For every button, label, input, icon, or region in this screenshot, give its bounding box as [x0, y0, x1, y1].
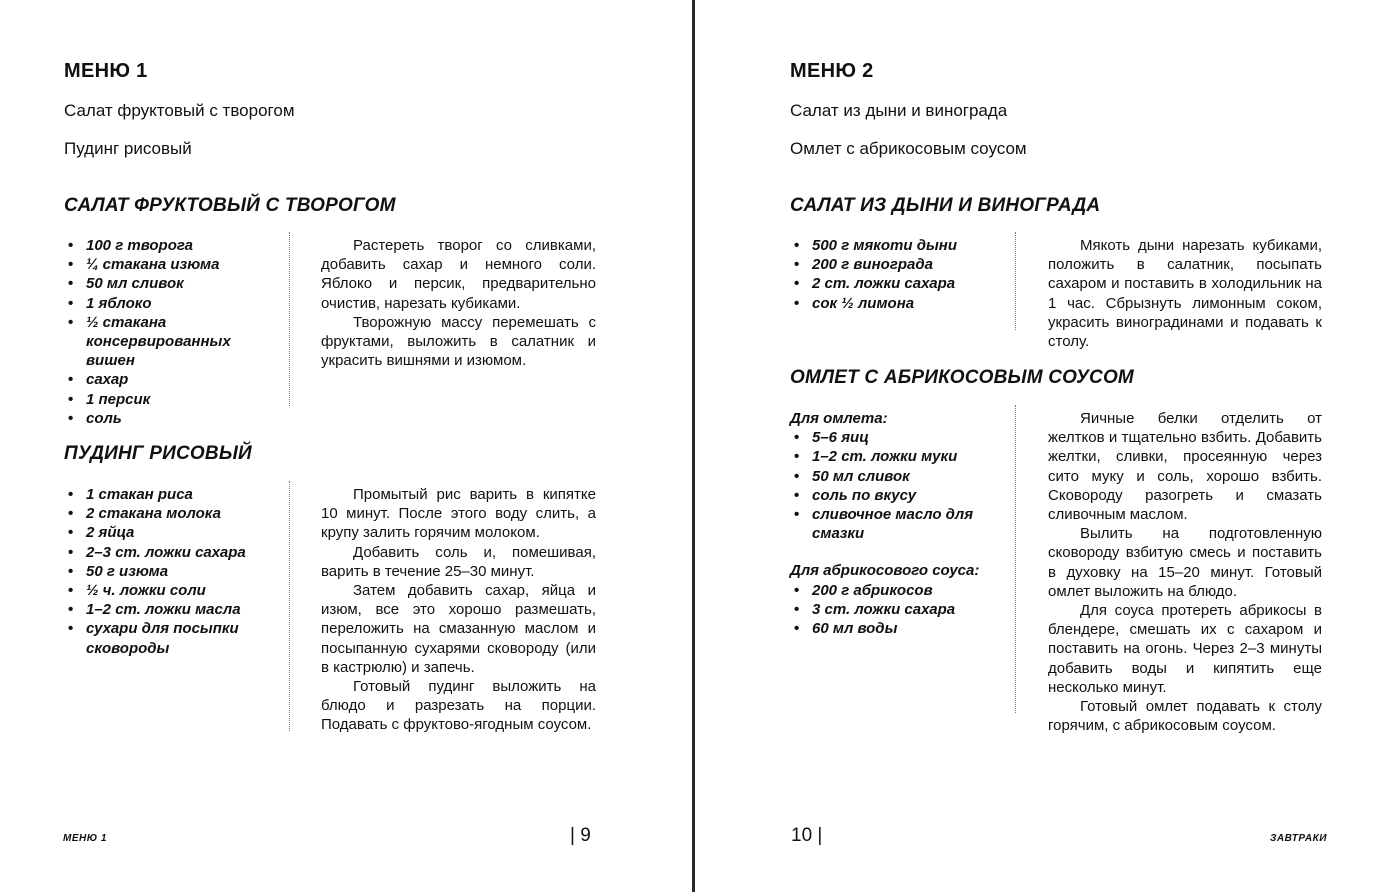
ingredient-item: • 1 стакан риса [66, 485, 281, 504]
menu-title: МЕНЮ 2 [790, 60, 874, 82]
recipe-paragraph: Растереть творог со сливками, добавить сахар и немного соли. Яблоко и персик, предварительно очистив, нарезать кубиками. [321, 237, 596, 312]
recipe-text [321, 485, 596, 735]
ingredient-item: • 2 стакана молока [66, 504, 281, 523]
recipe-paragraph: Вылить на подготовленную сковороду взбитую смесь и поставить в духовку на 15–20 минут. Готовый омлет выложить на блюдо. [1048, 525, 1322, 600]
ingredient-item: • 50 г изюма [66, 562, 281, 581]
ingredient-item: • 2 ст. ложки сахара [792, 274, 1007, 293]
menu-title: МЕНЮ 1 [64, 60, 148, 82]
recipe-paragraph: Яичные белки отделить от желтков и тщательно взбить. Добавить желтки, сливки, просеянную через сито муку и соль, хорошо взбить. Сковороду разогреть и смазать сливочным маслом. [1048, 410, 1322, 524]
column-divider [1015, 232, 1016, 330]
ingredients-list [790, 409, 1005, 638]
ingredient-item: • 50 мл сливок [66, 274, 281, 293]
column-divider [289, 481, 290, 731]
ingredient-item: • 1–2 ст. ложки муки [792, 447, 1005, 466]
ingredient-item: • сок ½ лимона [792, 294, 1007, 313]
ingredients-list [66, 236, 281, 428]
ingredient-item: • сливочное масло для смазки [792, 505, 1005, 543]
column-divider [289, 232, 290, 406]
menu-item: Салат фруктовый с творогом [64, 101, 295, 120]
page-number: 10 | [791, 825, 823, 846]
recipe-title: ПУДИНГ РИСОВЫЙ [64, 443, 252, 464]
ingredient-item: • 60 мл воды [792, 619, 1005, 638]
recipe-paragraph: Мякоть дыни нарезать кубиками, положить в салатник, посыпать сахаром и поставить в холодильник на 1 час. Сбрызнуть лимонным соком, украсить виноградинами и подавать к столу. [1048, 237, 1322, 351]
page-number: | 9 [570, 825, 591, 846]
ingredient-group-label: Для абрикосового соуса: [790, 562, 980, 580]
recipe-paragraph: Добавить соль и, помешивая, варить в течение 25–30 минут. [321, 543, 596, 580]
ingredient-item: • 1 персик [66, 390, 281, 409]
ingredient-item: • соль [66, 409, 281, 428]
recipe-text [321, 236, 596, 370]
ingredient-item: • 5–6 яиц [792, 428, 1005, 447]
ingredient-item: • ½ стакана консервированных вишен [66, 313, 281, 371]
recipe-paragraph: Промытый рис варить в кипятке 10 минут. После этого воду слить, а крупу залить горячим молоком. [321, 486, 596, 542]
ingredients-list [66, 485, 281, 658]
ingredient-item: • 2–3 ст. ложки сахара [66, 543, 281, 562]
ingredient-item: • 200 г винограда [792, 255, 1007, 274]
ingredient-item: • ¼ стакана изюма [66, 255, 281, 274]
recipe-text [1048, 409, 1322, 735]
recipe-title: САЛАТ ИЗ ДЫНИ И ВИНОГРАДА [790, 195, 1101, 216]
ingredient-item: • 2 яйца [66, 523, 281, 542]
ingredient-item: • 50 мл сливок [792, 467, 1005, 486]
ingredient-item: • соль по вкусу [792, 486, 1005, 505]
right-page [695, 0, 1385, 892]
ingredient-item: • 100 г творога [66, 236, 281, 255]
menu-item: Пудинг рисовый [64, 139, 192, 158]
ingredient-item: • ½ ч. ложки соли [66, 581, 281, 600]
column-divider [1015, 405, 1016, 713]
ingredient-item: • сахар [66, 370, 281, 389]
recipe-title: ОМЛЕТ С АБРИКОСОВЫМ СОУСОМ [790, 367, 1134, 388]
running-footer: ЗАВТРАКИ [1270, 833, 1327, 844]
recipe-paragraph: Затем добавить сахар, яйца и изюм, все это хорошо размешать, переложить на смазанную маслом и посыпанную сухарями сковороду (или в кастрюлю) и запечь. [321, 582, 596, 676]
recipe-paragraph: Для соуса протереть абрикосы в блендере, смешать их с сахаром и поставить на огонь. Через 2–3 минуты добавить воды и кипятить еще несколько минут. [1048, 602, 1322, 696]
list-spacer [790, 543, 1005, 561]
ingredient-item: • 3 ст. ложки сахара [792, 600, 1005, 619]
recipe-title: САЛАТ ФРУКТОВЫЙ С ТВОРОГОМ [64, 195, 396, 216]
ingredient-item: • 200 г абрикосов [792, 581, 1005, 600]
left-page [0, 0, 692, 892]
ingredients-list [792, 236, 1007, 313]
menu-item: Салат из дыни и винограда [790, 101, 1008, 120]
ingredient-item: • 1 яблоко [66, 294, 281, 313]
running-footer: МЕНЮ 1 [63, 833, 107, 844]
ingredient-item: • 500 г мякоти дыни [792, 236, 1007, 255]
ingredient-item: • 1–2 ст. ложки масла [66, 600, 281, 619]
recipe-paragraph: Творожную массу перемешать с фруктами, выложить в салатник и украсить вишнями и изюмом. [321, 313, 596, 370]
recipe-paragraph: Готовый омлет подавать к столу горячим, с абрикосовым соусом. [1048, 698, 1322, 735]
recipe-text [1048, 236, 1322, 351]
recipe-paragraph: Готовый пудинг выложить на блюдо и разрезать на порции. Подавать с фруктово-ягодным соусом. [321, 678, 596, 734]
ingredient-group-label: Для омлета: [790, 410, 888, 427]
ingredient-item: • сухари для посыпки сковороды [66, 619, 281, 657]
menu-item: Омлет с абрикосовым соусом [790, 139, 1027, 158]
